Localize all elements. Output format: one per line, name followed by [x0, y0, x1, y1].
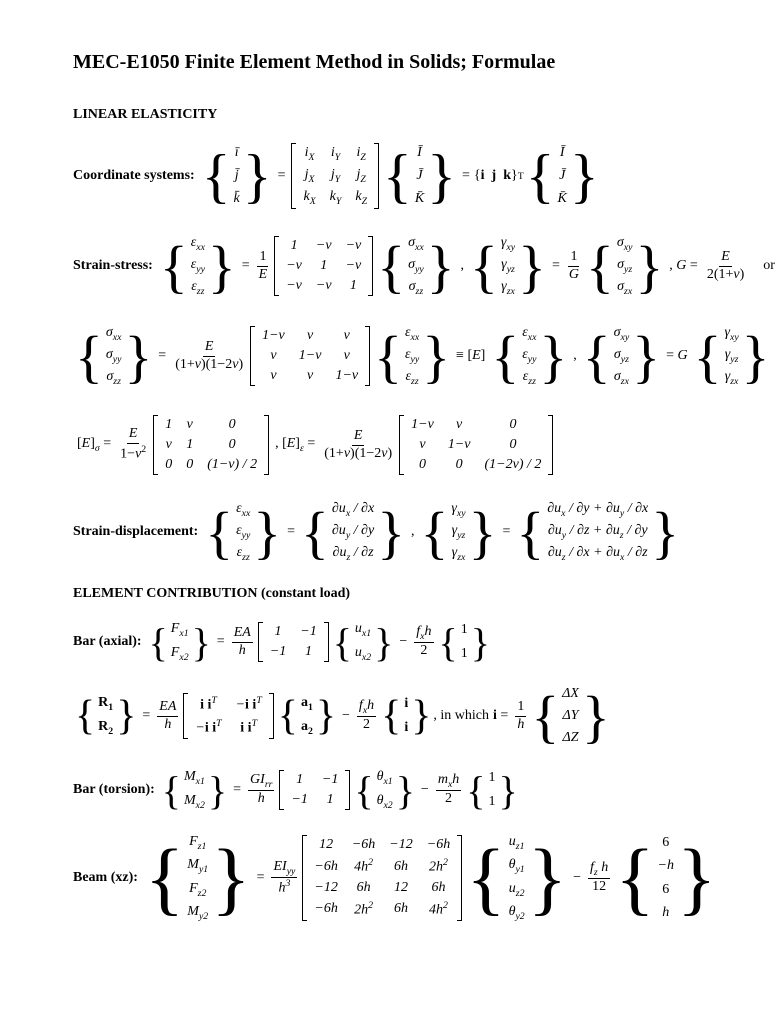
formula-stress-strain: { $\sigma_{xx}$ $\sigma_{yy}$ $\sigma_{zz}$ } = $\frac{E}{(1+\nu)(1-2\nu)}$ 1−ν ν ν ν 1−ν ν ν ν 1−ν { $\varepsilon_{xx}$ $\varepsilon_{yy}$ $\varepsilon_{zz}$ } ≡ [E] { $\varepsilon_{xx}$ $\varepsilon_{yy}$ $\varepsilon_{zz}$ } , { $\sigma_{xy}$ $\sigma_{yz}$ $\sigma_{zx}$ } = G { $\gamma_{xy}$ $\gamma_{yz}$ $\gamma_{zx}$ } — [75, 323, 770, 389]
formula-elasticity-matrices: $[E]_\sigma$ = $\frac{E}{1-\nu^2}$ 1 ν 0 ν 1 0 0 0 (1−ν) / 2 , $[E]_\varepsilon$ = $\frac{E}{(1+\nu)(1-2\nu)}$ 1−ν ν 0 ν 1−ν 0 0 0 (1−2ν) / 2 — [73, 412, 555, 478]
matrix-direction-cosines: $i_X$ $i_Y$ $i_Z$ $j_X$ $j_Y$ $j_Z$ $k_X$ $k_Y$ $k_Z$ — [291, 143, 379, 208]
formula-beam-xz: Beam (xz): { $F_{z1}$ $M_{y1}$ $F_{z2}$ $M_{y2}$ } = $\frac{EI_{yy}}{h^3}$ 12 −6h −12 −6h −6h $4h^2$ 6h $2h^2$ −12 6h 12 6h −6h $2h^2$ 6h $4h^2$ { $u_{z1}$ $\theta_{y1}$ $u_{z2}$ $\theta_{y2}$ } − $\frac{f_z h}{12}$ { 6 −h 6 h } — [73, 832, 717, 923]
label-beam-xz: Beam (xz): — [73, 870, 138, 885]
label-bar-axial: Bar (axial): — [73, 634, 142, 649]
in-which-text: , in which — [433, 708, 490, 723]
label-strain-stress: Strain-stress: — [73, 258, 153, 273]
formula-bar-torsion: Bar (torsion): { $M_{x1}$ $M_{x2}$ } = $\frac{GI_{rr}}{h}$ 1 −1 −1 1 { $\theta_{x1}$ $\theta_{x2}$ } − $\frac{m_xh}{2}$ { 1 1 } — [73, 767, 518, 813]
section-heading-element-contribution: ELEMENT CONTRIBUTION (constant load) — [73, 586, 351, 601]
section-heading-linear-elasticity: LINEAR ELASTICITY — [73, 107, 218, 122]
vector-unit-uppercase-2: { Ī J̄ K̄ } — [525, 142, 599, 209]
left-brace-icon: { — [201, 142, 231, 209]
label-bar-torsion: Bar (torsion): — [73, 782, 155, 797]
formula-bar-axial: Bar (axial): { $F_{x1}$ $F_{x2}$ } = $\frac{EA}{h}$ 1 −1 −1 1 { $u_{x1}$ $u_{x2}$ } − $\frac{f_xh}{2}$ { 1 1 } — [73, 619, 490, 665]
left-brace-icon: { — [383, 142, 412, 209]
right-brace-icon: } — [242, 142, 272, 209]
right-brace-icon: } — [427, 142, 456, 209]
or-text: or — [763, 258, 775, 273]
label-strain-displacement: Strain-displacement: — [73, 524, 199, 539]
formula-strain-stress: Strain-stress: { $\varepsilon_{xx}$ $\varepsilon_{yy}$ $\varepsilon_{zz}$ } = $\frac{1}{E}$ 1 −ν −ν −ν 1 −ν −ν −ν 1 { $\sigma_{xx}$ $\sigma_{yy}$ $\sigma_{zz}$ } , { $\gamma_{xy}$ $\gamma_{yz}$ $\gamma_{zx}$ } = $\frac{1}{G}$ { $\sigma_{xy}$ $\sigma_{yz}$ $\sigma_{zx}$ } , G = $\frac{E}{2(1+\nu)}$ or — [73, 233, 775, 299]
right-brace-icon: } — [569, 142, 599, 209]
left-brace-icon: { — [525, 142, 555, 209]
formula-strain-displacement: Strain-displacement: { $\varepsilon_{xx}$ $\varepsilon_{yy}$ $\varepsilon_{zz}$ } = { $\partial u_x / \partial x$ $\partial u_y / \partial y$ $\partial u_z / \partial z$ } , { $\gamma_{xy}$ $\gamma_{yz}$ $\gamma_{zx}$ } = { $\partial u_x / \partial y + \partial u_y / \partial x$ $\partial u_y / \partial z + \partial u_z / \partial y$ $\partial u_z / \partial x + \partial u_x / \partial z$ } — [73, 499, 680, 565]
page-title: MEC-E1050 Finite Element Method in Solids; Formulae — [73, 51, 556, 73]
formula-coordinate-systems: Coordinate systems: { ī j̄ k̄ } = $i_X$ $i_Y$ $i_Z$ $j_X$ $j_Y$ $j_Z$ $k_X$ $k_Y$ $k_Z$ { Ī J̄ K̄ } = { i j k } T { Ī J̄ K̄ } — [73, 142, 599, 209]
vector-unit-uppercase: { Ī J̄ K̄ } — [383, 142, 456, 209]
formula-bar-3d: { $R_1$ $R_2$ } = $\frac{EA}{h}$ i $i^T$ −i $i^T$ −i $i^T$ i $i^T$ { $a_1$ $a_2$ } − $\frac{f_xh}{2}$ { i i } , in which i = $\frac{1}{h}$ { ΔX ΔY ΔZ } — [75, 683, 610, 749]
vector-unit-lowercase: { ī j̄ k̄ } — [201, 142, 272, 209]
label-coordinate-systems: Coordinate systems: — [73, 168, 195, 183]
